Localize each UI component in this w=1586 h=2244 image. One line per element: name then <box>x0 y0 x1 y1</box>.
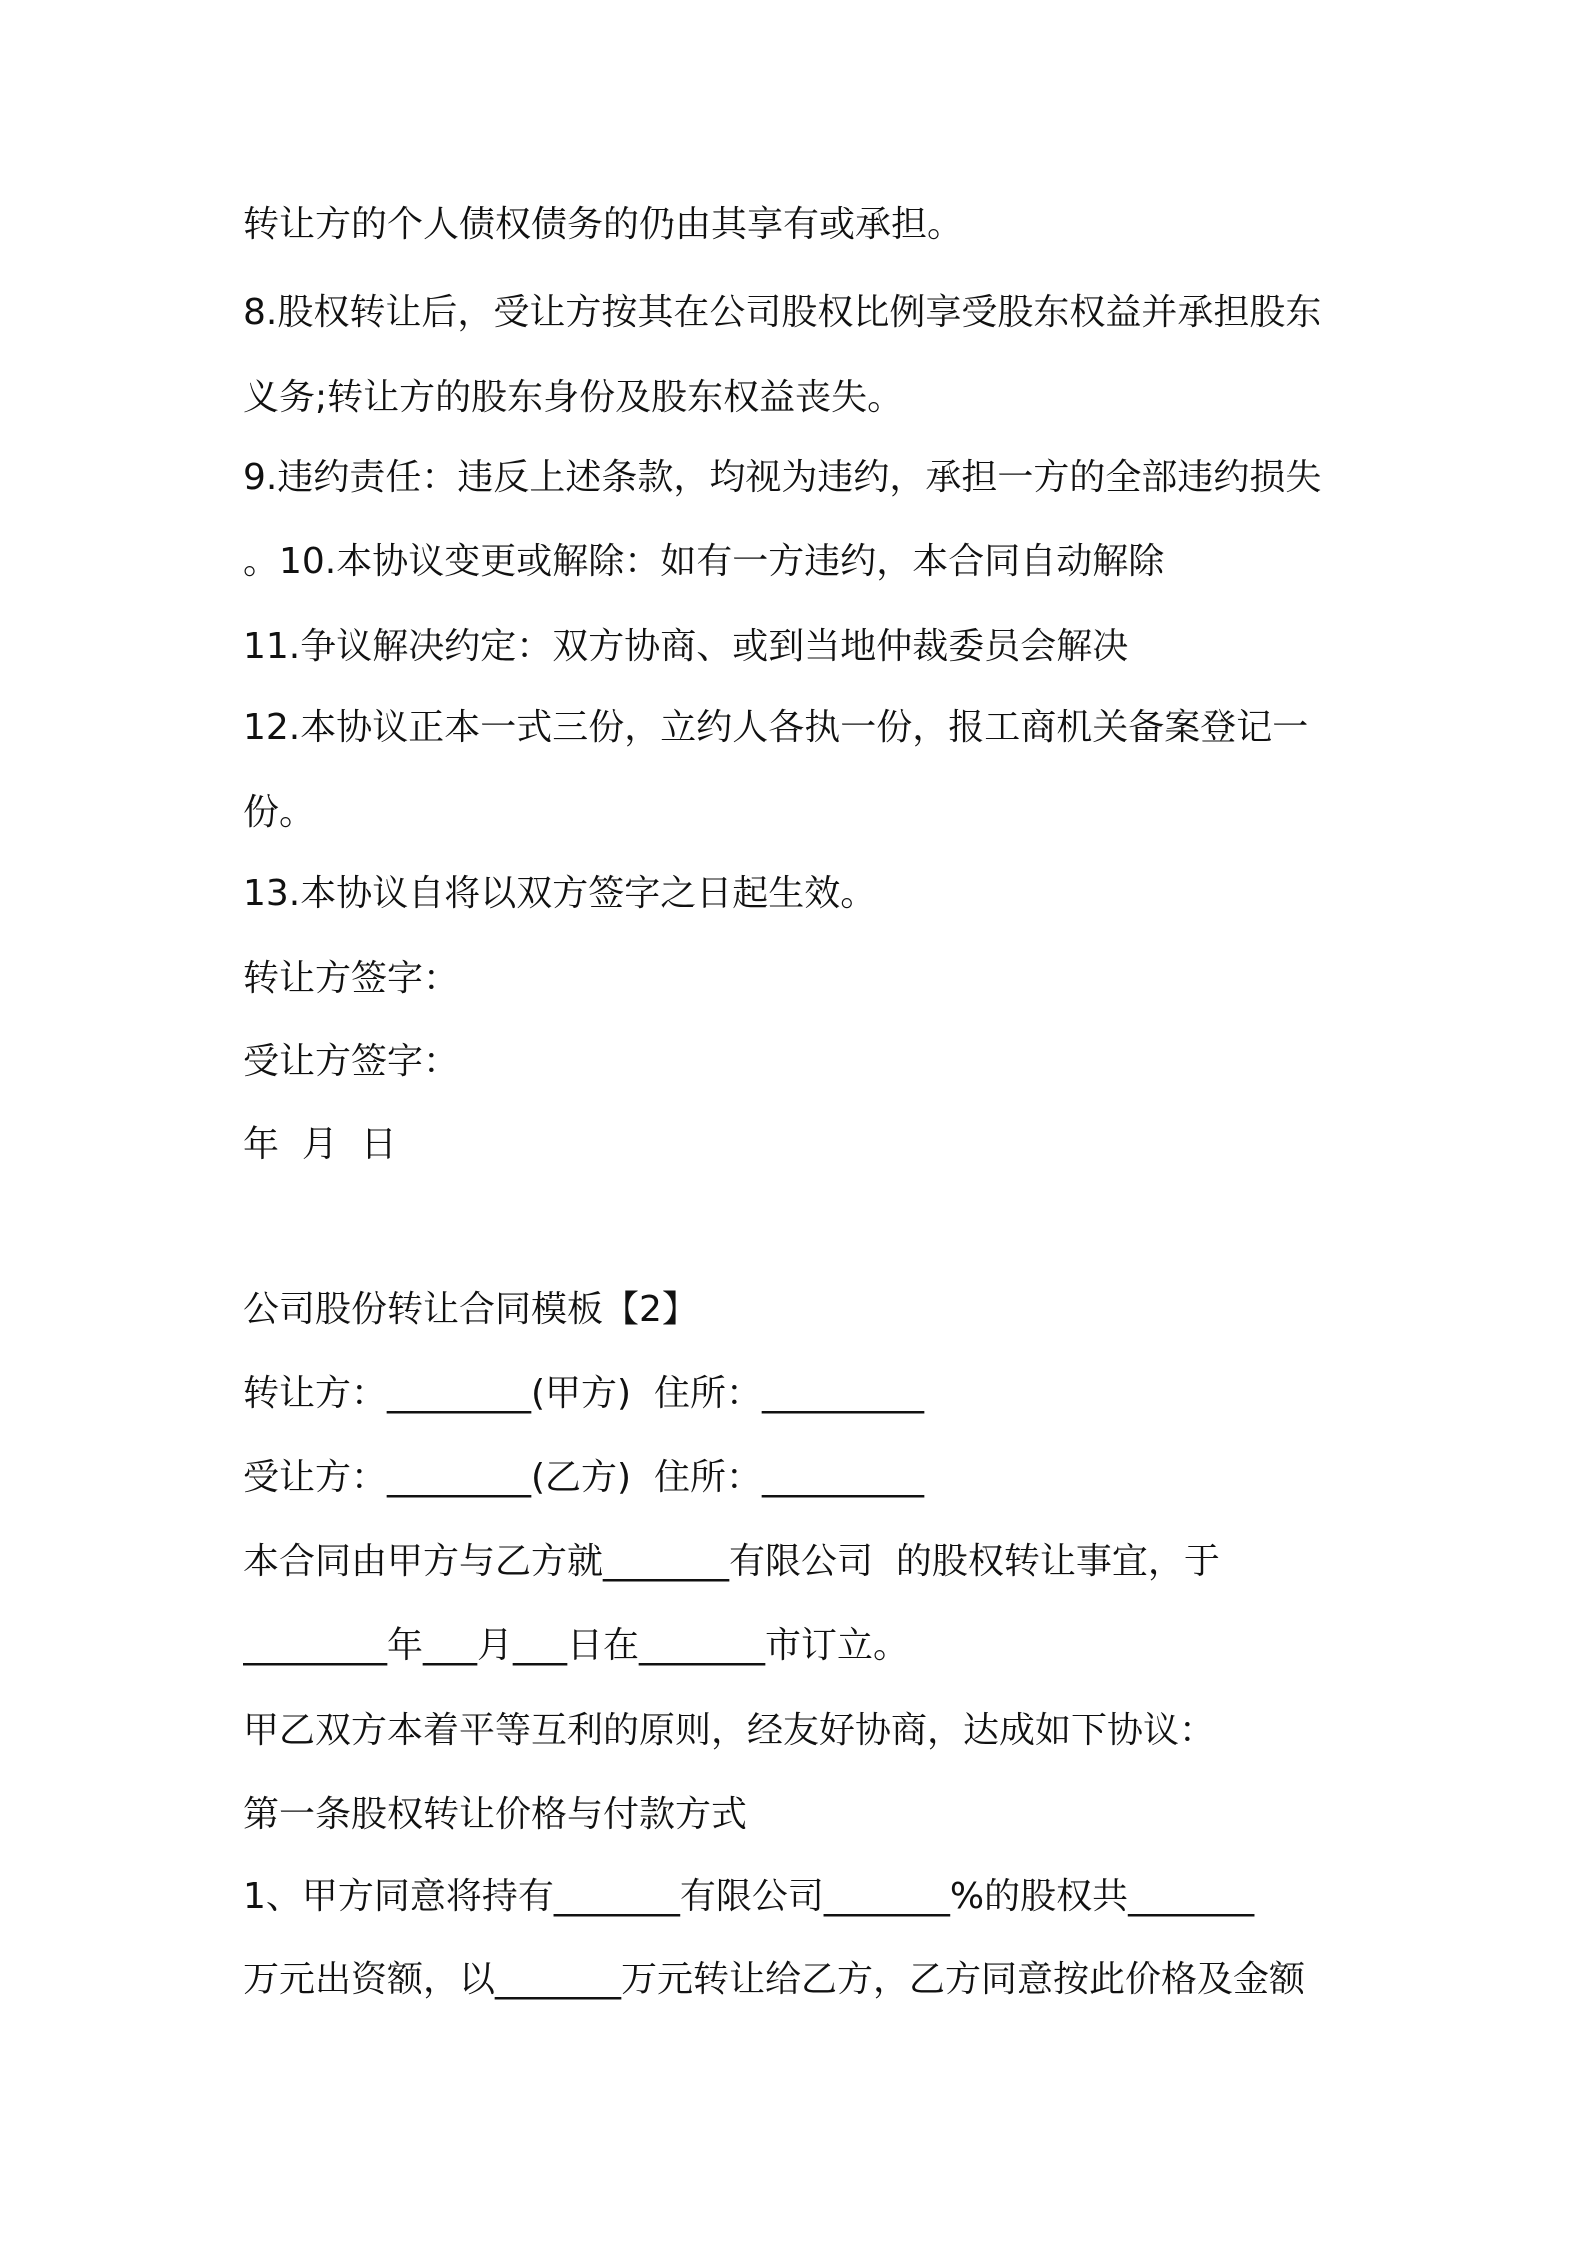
text-line-17: ________年___月___日在_______市订立。 <box>243 1625 910 1666</box>
text-line-5: 。10.本协议变更或解除：如有一方违约，本合同自动解除 <box>243 541 1165 582</box>
text-line-16: 本合同由甲方与乙方就_______有限公司 的股权转让事宜，于 <box>243 1541 1220 1582</box>
article-heading: 第一条股权转让价格与付款方式 <box>243 1794 748 1835</box>
text-line-21: 万元出资额，以_______万元转让给乙方，乙方同意按此价格及金额 <box>243 1959 1306 2000</box>
signature-label-transferee: 受让方签字： <box>243 1041 460 1082</box>
transferor-line: 转让方：________(甲方) 住所：_________ <box>243 1373 924 1414</box>
signature-label-transferor: 转让方签字： <box>243 958 460 999</box>
transferee-line: 受让方：________(乙方) 住所：_________ <box>243 1457 924 1498</box>
text-line-20: 1、甲方同意将持有_______有限公司_______%的股权共_______ <box>243 1876 1255 1917</box>
text-line-6: 11.争议解决约定：双方协商、或到当地仲裁委员会解决 <box>243 626 1129 667</box>
text-line-1: 转让方的个人债权债务的仍由其享有或承担。 <box>243 204 964 245</box>
date-line: 年 月 日 <box>243 1124 397 1165</box>
text-line-4: 9.违约责任：违反上述条款，均视为违约，承担一方的全部违约损失 <box>243 457 1322 498</box>
text-line-7: 12.本协议正本一式三份，立约人各执一份，报工商机关备案登记一 <box>243 707 1309 748</box>
text-line-9: 13.本协议自将以双方签字之日起生效。 <box>243 873 877 914</box>
text-line-8: 份。 <box>243 792 316 833</box>
text-line-2: 8.股权转让后，受让方按其在公司股权比例享受股东权益并承担股东 <box>243 292 1322 333</box>
text-line-18: 甲乙双方本着平等互利的原则，经友好协商，达成如下协议： <box>243 1710 1216 1751</box>
text-line-3: 义务;转让方的股东身份及股东权益丧失。 <box>243 377 904 418</box>
section-title: 公司股份转让合同模板【2】 <box>243 1289 698 1330</box>
